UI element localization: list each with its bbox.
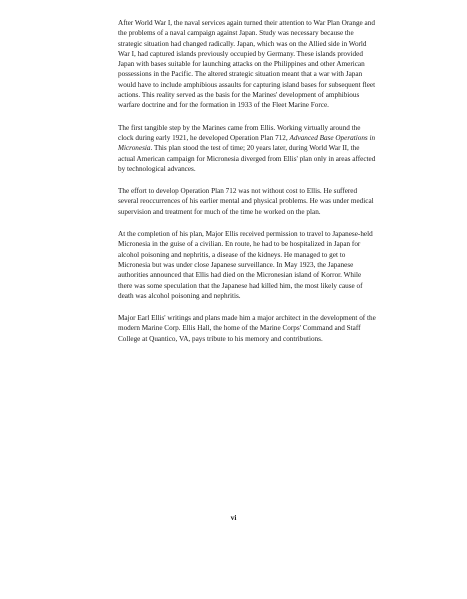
paragraph-text: . This plan stood the test of time; 20 years later, during World War II, the actual American campaign for Micronesia diverged from Ellis' plan only in areas affected by technological advances. — [118, 144, 376, 173]
paragraph-war-plan-orange: After World War I, the naval services again turned their attention to War Plan Orange and the problems of a naval campaign against Japan. Study was necessary because the strategic situation had changed radically. Japan, which was on the Allied side in World War I, had captured islands previously occupied by Germany. These islands provided Japan with bases suitable for launching attacks on the Philippines and other American possessions in the Pacific. The altered strategic situation meant that a war with Japan would have to include amphibious assaults for capturing island bases for subsequent fleet actions. This reality served as the basis for the Marines' development of amphibious warfare doctrine and for the formation in 1933 of the Fleet Marine Force. — [118, 19, 376, 110]
document-body — [118, 18, 376, 356]
plan-title: Advanced Base Operations in Micronesia — [118, 133, 376, 153]
paragraph-legacy: Major Earl Ellis' writings and plans made him a major architect in the development of the modern Marine Corp. Ellis Hall, the home of the Marine Corps' Command and Staff College at Quantico, VA, pays tribute to his memory and contributions. — [118, 314, 376, 343]
paragraph-micronesia-trip: At the completion of his plan, Major Ellis received permission to travel to Japanese-held Micronesia in the guise of a civilian. En route, he had to be hospitalized in Japan for alcohol poisoning and nephritis, a disease of the kidneys. He managed to get to Micronesia but was under close Japanese surveillance. In May 1923, the Japanese authorities announced that Ellis had died on the Micronesian island of Korror. While there was some speculation that the Japanese had killed him, the most likely cause of death was alcohol poisoning and nephritis. — [118, 230, 373, 300]
page-number: vi — [230, 513, 237, 522]
paragraph-operation-plan-712 — [118, 123, 376, 174]
paragraph-text: The first tangible step by the Marines came from Ellis. Working virtually around the clock during early 1921, he developed Operation Plan 712, — [118, 123, 361, 142]
paragraph-cost-to-ellis: The effort to develop Operation Plan 712 was not without cost to Ellis. He suffered several reoccurrences of his earlier mental and physical problems. He was under medical supervision and treatment for much of the time he worked on the plan. — [118, 187, 374, 216]
